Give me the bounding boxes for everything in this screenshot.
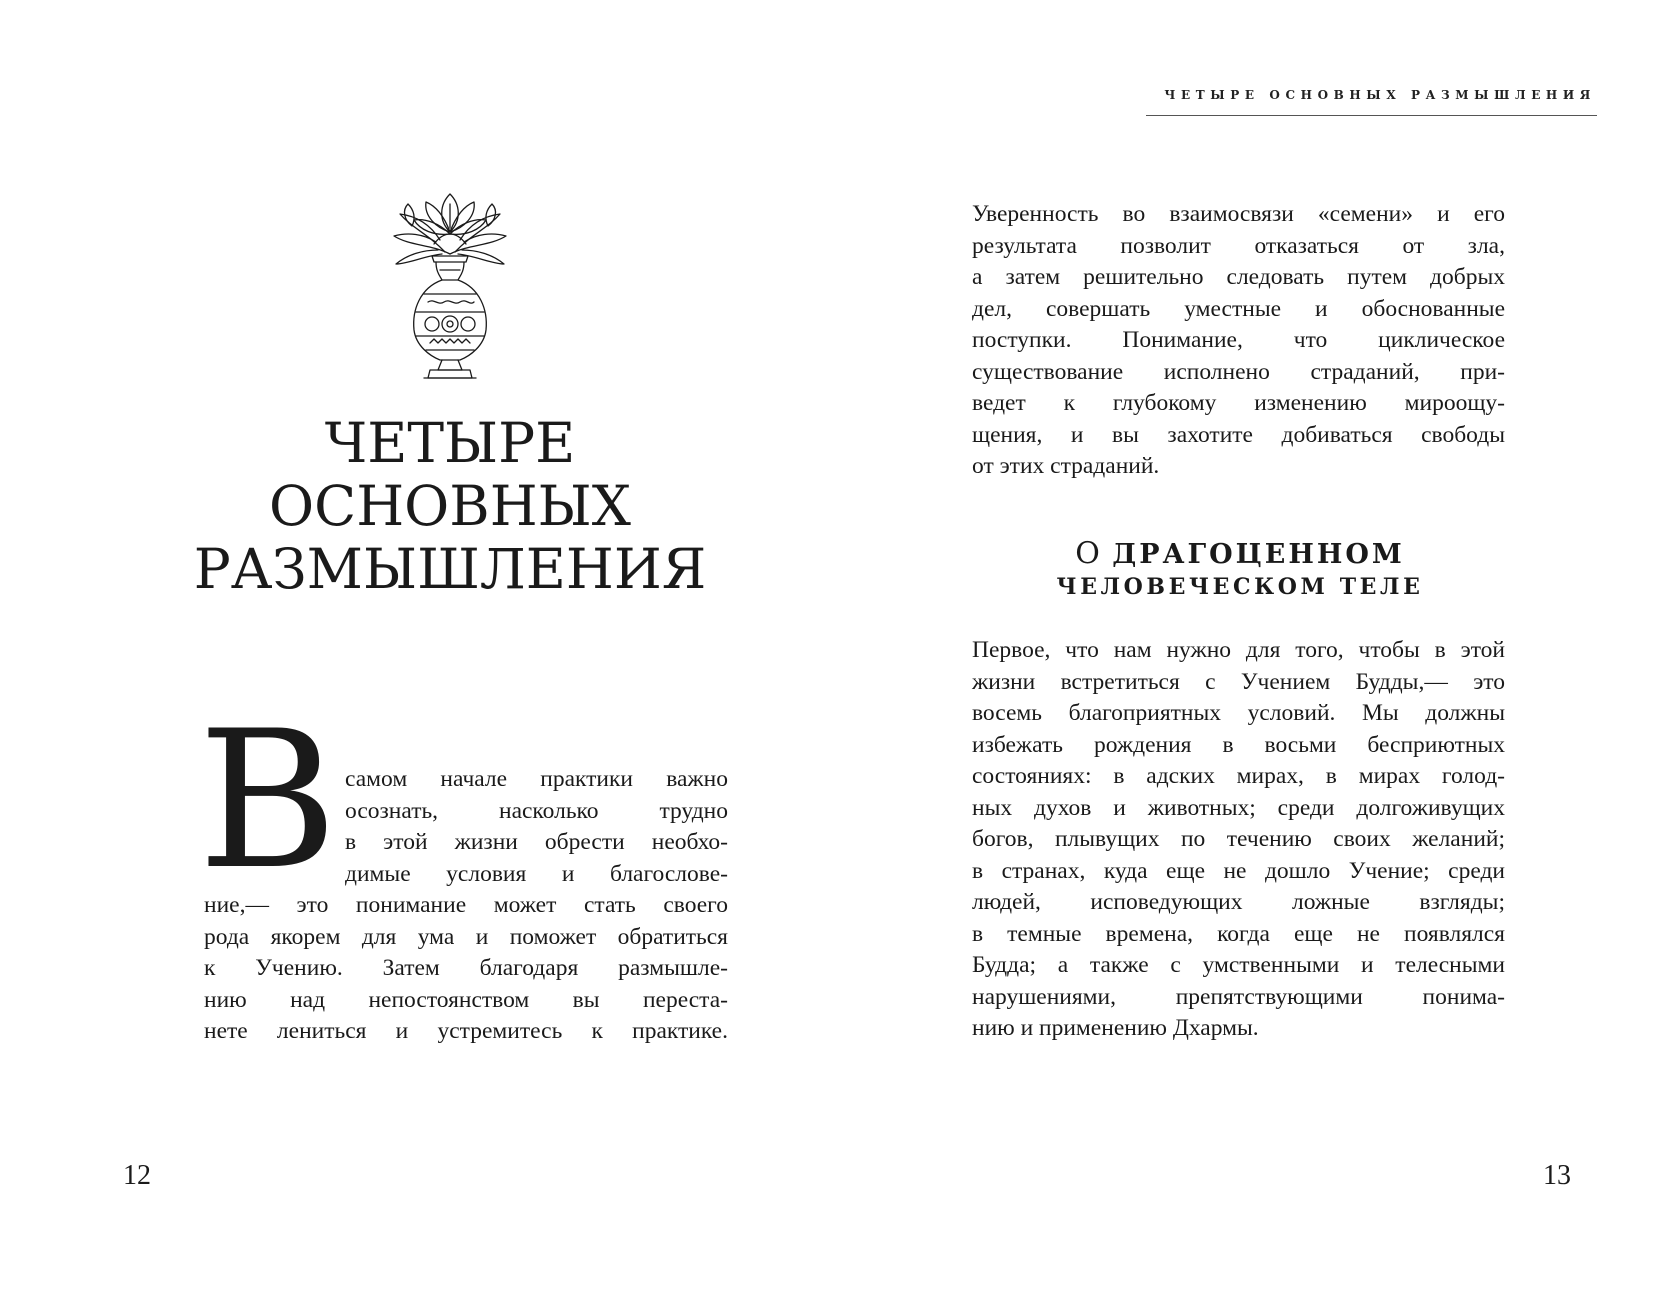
- text-line: людей, исповедующих ложные взгляды;: [972, 889, 1505, 915]
- text-line: жизни встретиться с Учением Будды,— это: [972, 668, 1505, 695]
- right-paragraph-2: [972, 635, 1505, 1045]
- text-line: ведет к глубокому изменению мироощу-: [972, 390, 1505, 416]
- text-line: рода якорем для ума и поможет обратиться: [204, 923, 728, 950]
- text-line: ных духов и животных; среди долгоживущих: [972, 794, 1505, 821]
- section-title-line-2: ЧЕЛОВЕЧЕСКОМ ТЕЛЕ: [1056, 574, 1424, 600]
- page-number-right: 13: [1543, 1160, 1571, 1191]
- text-line: ние,— это понимание может стать своего: [204, 892, 728, 918]
- text-line: в этой жизни обрести необхо-: [345, 829, 728, 855]
- text-line: в странах, куда еще не дошло Учение; среди: [972, 857, 1505, 884]
- page-number-left: 12: [123, 1160, 151, 1191]
- text-line: нию над непостоянством вы переста-: [204, 986, 728, 1013]
- right-page: [840, 0, 1680, 1306]
- vase-ornament-icon: [390, 184, 510, 386]
- text-line: щения, и вы захотите добиваться свободы: [972, 421, 1505, 448]
- text-line: избежать рождения в восьми бесприютных: [972, 731, 1505, 758]
- chapter-title: [150, 412, 750, 601]
- chapter-title-line-3: РАЗМЫШЛЕНИЯ: [193, 537, 707, 601]
- text-line: нию и применению Дхармы.: [972, 1015, 1259, 1041]
- right-paragraph-1: [972, 199, 1505, 483]
- text-line: от этих страданий.: [972, 453, 1160, 479]
- left-paragraph-lead: [345, 764, 728, 890]
- section-title-cap: О: [1075, 536, 1100, 571]
- text-line: а затем решительно следовать путем добрых: [972, 264, 1505, 290]
- left-paragraph-body: [204, 890, 728, 1048]
- text-line: существование исполнено страданий, при-: [972, 358, 1505, 385]
- text-line: димые условия и благослове-: [345, 860, 728, 887]
- text-line: самом начале практики важно: [345, 766, 728, 792]
- drop-cap: В: [198, 690, 338, 911]
- text-line: поступки. Понимание, что циклическое: [972, 327, 1505, 353]
- running-header-rule: [1146, 115, 1597, 116]
- text-line: Будда; а также с умственными и телесными: [972, 952, 1505, 978]
- text-line: восемь благоприятных условий. Мы должны: [972, 700, 1505, 726]
- text-line: в темные времена, когда еще не появлялся: [972, 920, 1505, 947]
- text-line: Первое, что нам нужно для того, чтобы в этой: [972, 637, 1505, 663]
- text-line: Уверенность во взаимосвязи «семени» и его: [972, 201, 1505, 227]
- section-title-line-1: [940, 537, 1540, 571]
- text-line: нете лениться и устремитесь к практике.: [204, 1018, 728, 1044]
- text-line: осознать, насколько трудно: [345, 797, 728, 824]
- section-title-line-1-rest: ДРАГОЦЕННОМ: [1112, 539, 1405, 570]
- section-title: [940, 537, 1540, 604]
- text-line: состояниях: в адских мирах, в мирах голод-: [972, 763, 1505, 789]
- text-line: богов, плывущих по течению своих желаний;: [972, 826, 1505, 852]
- text-line: к Учению. Затем благодаря размышле-: [204, 955, 728, 981]
- running-header: ЧЕТЫРЕ ОСНОВНЫХ РАЗМЫШЛЕНИЯ: [1164, 88, 1596, 102]
- chapter-title-line-1: ЧЕТЫРЕ: [324, 411, 576, 475]
- chapter-title-line-2: ОСНОВНЫХ: [269, 474, 631, 538]
- text-line: дел, совершать уместные и обоснованные: [972, 295, 1505, 322]
- text-line: результата позволит отказаться от зла,: [972, 232, 1505, 259]
- text-line: нарушениями, препятствующими понима-: [972, 983, 1505, 1010]
